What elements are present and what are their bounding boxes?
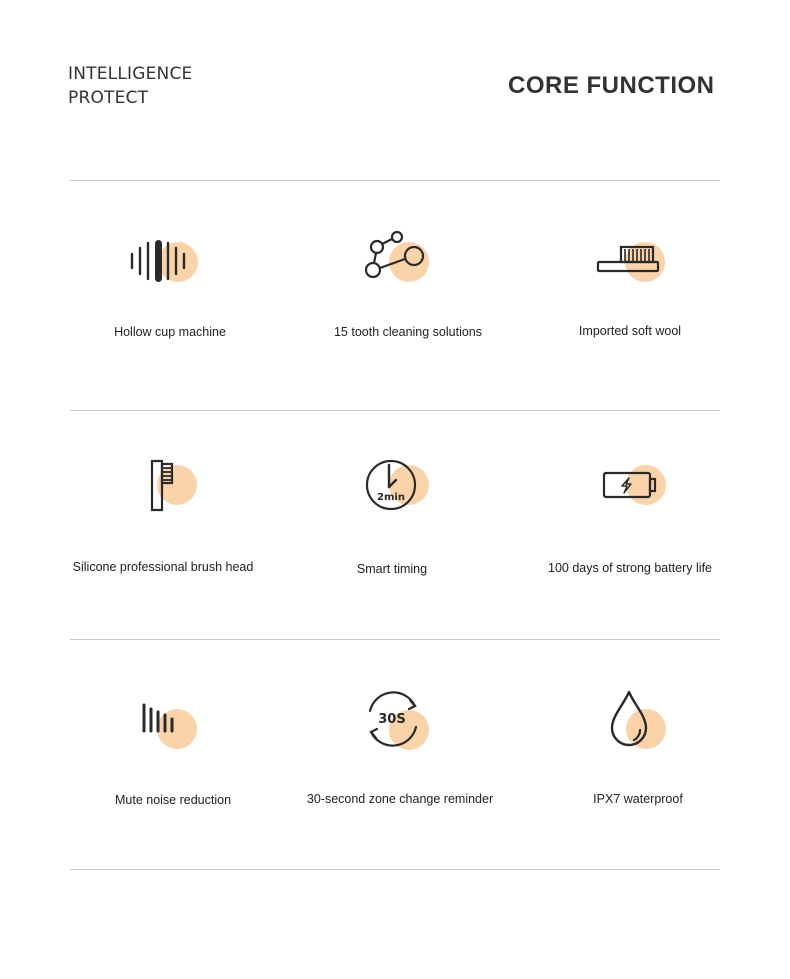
brush-head-icon <box>138 455 218 519</box>
refresh-timer-icon <box>360 687 440 751</box>
volume-bars-icon <box>137 697 217 761</box>
battery-charging-icon <box>600 453 680 517</box>
feature-label: Hollow cup machine <box>114 325 226 339</box>
feature-label: 30-second zone change reminder <box>306 792 494 806</box>
clock-icon-text: 2min <box>377 492 405 503</box>
divider <box>70 410 720 411</box>
feature-label: Mute noise reduction <box>114 793 232 807</box>
feature-label: Imported soft wool <box>578 324 682 338</box>
clock-icon <box>358 453 438 517</box>
refresh-timer-icon-text: 30S <box>378 712 406 727</box>
divider <box>70 639 720 640</box>
feature-label: 100 days of strong battery life <box>548 561 712 575</box>
water-drop-icon <box>600 686 680 750</box>
header-left <box>68 62 192 110</box>
page-title: CORE FUNCTION <box>508 72 715 99</box>
feature-label: 15 tooth cleaning solutions <box>333 325 483 339</box>
feature-label: Smart timing <box>356 562 428 576</box>
divider <box>70 180 720 181</box>
feature-label: IPX7 waterproof <box>593 792 683 806</box>
connected-nodes-icon <box>360 228 440 292</box>
header-line-protect: PROTECT <box>68 88 149 108</box>
sound-wave-icon <box>125 230 205 294</box>
divider <box>70 869 720 870</box>
toothbrush-bristles-icon <box>594 230 674 294</box>
header-line-intelligence: INTELLIGENCE <box>68 64 193 84</box>
feature-label: Silicone professional brush head <box>72 560 254 574</box>
